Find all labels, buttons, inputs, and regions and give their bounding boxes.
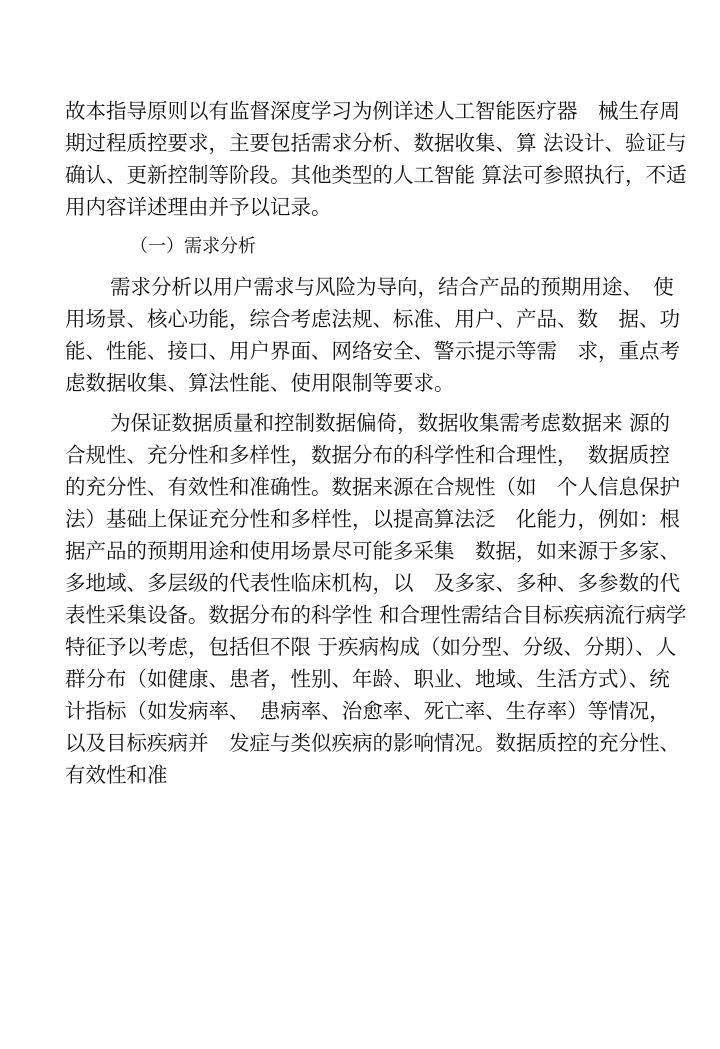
text-line: 为保证数据质量和控制数据偏倚，数据收集需考虑数据来 源的 — [110, 411, 671, 435]
paragraph-data-quality — [65, 407, 687, 791]
section-heading-wrapper — [65, 231, 657, 263]
text-line: 需求分析以用户需求与风险为导向，结合产品的预期用途、 使 — [110, 275, 674, 299]
text-line: 确认、更新控制等阶段。其他类型的人工智能 算法可参照执行，不适 — [65, 163, 687, 187]
text-line: 能、性能、接口、用户界面、网络安全、警示提示等需 求，重点考 — [65, 339, 680, 363]
paragraph-intro — [65, 95, 687, 223]
text-line: 用内容详述理由并予以记录。 — [65, 195, 332, 219]
text-line: 虑数据收集、算法性能、使用限制等要求。 — [65, 371, 455, 395]
text-line: 特征予以考虑，包括但不限 于疾病构成（如分型、分级、分期）、人 — [65, 635, 677, 659]
text-line: 期过程质控要求，主要包括需求分析、数据收集、算 法设计、验证与 — [65, 131, 687, 155]
text-line: 的充分性、有效性和准确性。数据来源在合规性（如 个人信息保护 — [65, 475, 680, 499]
text-line: 据产品的预期用途和使用场景尽可能多采集 数据，如来源于多家、 — [65, 539, 680, 563]
text-line: 多地域、多层级的代表性临床机构，以 及多家、多种、多参数的代 — [65, 571, 680, 595]
text-line: 故本指导原则以有监督深度学习为例详述人工智能医疗器 械生存周 — [65, 99, 680, 123]
text-line: 以及目标疾病并 发症与类似疾病的影响情况。数据质控的充分性、 — [65, 731, 680, 755]
section-heading: （一）需求分析 — [130, 236, 256, 257]
text-line: 合规性、充分性和多样性，数据分布的科学性和合理性， 数据质控 — [65, 443, 670, 467]
text-line: 法）基础上保证充分性和多样性，以提高算法泛 化能力，例如：根 — [65, 507, 680, 531]
document-body — [65, 95, 687, 791]
text-line: 表性采集设备。数据分布的科学性 和合理性需结合目标疾病流行病学 — [65, 603, 687, 627]
text-line: 用场景、核心功能，综合考虑法规、标准、用户、产品、数 据、功 — [65, 307, 680, 331]
paragraph-requirements — [65, 271, 680, 399]
text-line: 群分布（如健康、患者，性别、年龄、职业、地域、生活方式）、统 — [65, 667, 670, 691]
text-line: 计指标（如发病率、 患病率、治愈率、死亡率、生存率）等情况， — [65, 699, 670, 723]
text-line: 有效性和准 — [65, 763, 168, 787]
